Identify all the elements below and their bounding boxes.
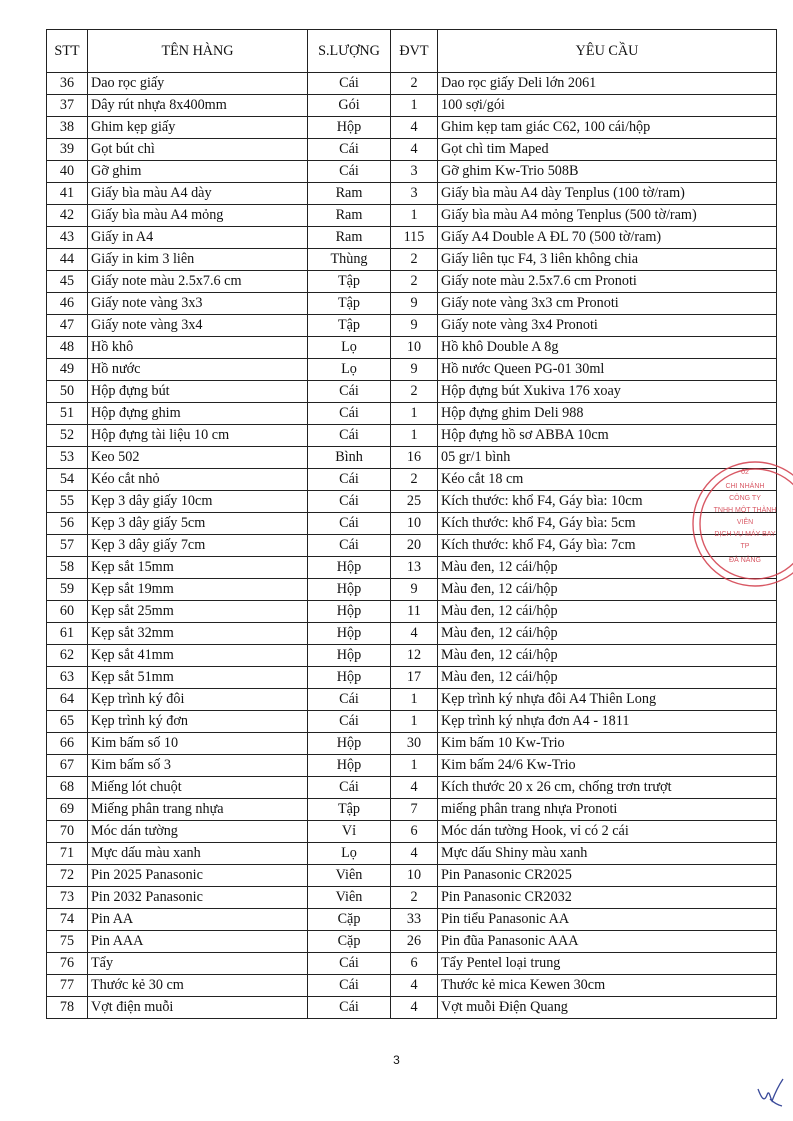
table-row bbox=[47, 271, 777, 293]
row-quantity: 2 bbox=[391, 469, 438, 491]
row-requirement: Kích thước: khổ F4, Gáy bìa: 7cm bbox=[438, 535, 777, 557]
row-requirement: Giấy bìa màu A4 mỏng Tenplus (500 tờ/ram) bbox=[438, 205, 777, 227]
row-stt: 52 bbox=[47, 425, 88, 447]
table-row bbox=[47, 645, 777, 667]
row-requirement: Kéo cắt 18 cm bbox=[438, 469, 777, 491]
row-quantity: 4 bbox=[391, 843, 438, 865]
row-requirement: miếng phân trang nhựa Pronoti bbox=[438, 799, 777, 821]
row-unit: Cái bbox=[308, 953, 391, 975]
row-requirement: Vợt muỗi Điện Quang bbox=[438, 997, 777, 1019]
row-quantity: 9 bbox=[391, 359, 438, 381]
row-item-name: Hồ nước bbox=[88, 359, 308, 381]
row-stt: 71 bbox=[47, 843, 88, 865]
row-quantity: 3 bbox=[391, 161, 438, 183]
table-row bbox=[47, 513, 777, 535]
row-requirement: Dao rọc giấy Deli lớn 2061 bbox=[438, 73, 777, 95]
table-row bbox=[47, 535, 777, 557]
row-unit: Tập bbox=[308, 271, 391, 293]
row-unit: Tập bbox=[308, 799, 391, 821]
row-item-name: Kẹp sắt 41mm bbox=[88, 645, 308, 667]
row-unit: Bình bbox=[308, 447, 391, 469]
table-row bbox=[47, 623, 777, 645]
row-requirement: Kích thước 20 x 26 cm, chống trơn trượt bbox=[438, 777, 777, 799]
row-stt: 54 bbox=[47, 469, 88, 491]
row-item-name: Dây rút nhựa 8x400mm bbox=[88, 95, 308, 117]
header-unit: ĐVT bbox=[391, 30, 438, 73]
row-stt: 75 bbox=[47, 931, 88, 953]
row-unit: Hộp bbox=[308, 557, 391, 579]
row-item-name: Kẹp 3 dây giấy 10cm bbox=[88, 491, 308, 513]
table-row bbox=[47, 821, 777, 843]
row-item-name: Giấy in A4 bbox=[88, 227, 308, 249]
table-row bbox=[47, 689, 777, 711]
table-row bbox=[47, 337, 777, 359]
row-unit: Hộp bbox=[308, 733, 391, 755]
row-item-name: Giấy note vàng 3x3 bbox=[88, 293, 308, 315]
row-requirement: Giấy A4 Double A ĐL 70 (500 tờ/ram) bbox=[438, 227, 777, 249]
row-stt: 43 bbox=[47, 227, 88, 249]
row-requirement: Hộp đựng hồ sơ ABBA 10cm bbox=[438, 425, 777, 447]
row-item-name: Hộp đựng tài liệu 10 cm bbox=[88, 425, 308, 447]
row-quantity: 115 bbox=[391, 227, 438, 249]
row-unit: Hộp bbox=[308, 667, 391, 689]
row-requirement: Kích thước: khổ F4, Gáy bìa: 5cm bbox=[438, 513, 777, 535]
row-stt: 65 bbox=[47, 711, 88, 733]
row-requirement: Kim bấm 24/6 Kw-Trio bbox=[438, 755, 777, 777]
row-stt: 58 bbox=[47, 557, 88, 579]
row-stt: 37 bbox=[47, 95, 88, 117]
row-item-name: Keo 502 bbox=[88, 447, 308, 469]
row-unit: Viên bbox=[308, 887, 391, 909]
row-requirement: Giấy note màu 2.5x7.6 cm Pronoti bbox=[438, 271, 777, 293]
row-unit: Tập bbox=[308, 293, 391, 315]
seal-line: TP bbox=[740, 543, 750, 550]
row-quantity: 30 bbox=[391, 733, 438, 755]
row-unit: Ram bbox=[308, 227, 391, 249]
seal-line: CHI NHÁNH bbox=[725, 483, 765, 490]
row-unit: Cái bbox=[308, 535, 391, 557]
row-item-name: Tẩy bbox=[88, 953, 308, 975]
table-row bbox=[47, 161, 777, 183]
row-item-name: Hộp đựng bút bbox=[88, 381, 308, 403]
row-item-name: Dao rọc giấy bbox=[88, 73, 308, 95]
row-quantity: 6 bbox=[391, 821, 438, 843]
row-quantity: 20 bbox=[391, 535, 438, 557]
supplies-table bbox=[46, 29, 777, 1019]
row-quantity: 1 bbox=[391, 689, 438, 711]
row-item-name: Kẹp sắt 15mm bbox=[88, 557, 308, 579]
row-item-name: Kẹp trình ký đơn bbox=[88, 711, 308, 733]
row-quantity: 6 bbox=[391, 953, 438, 975]
row-requirement: Giấy liên tục F4, 3 liên không chia bbox=[438, 249, 777, 271]
table-row bbox=[47, 315, 777, 337]
row-item-name: Kéo cắt nhỏ bbox=[88, 469, 308, 491]
table-row bbox=[47, 579, 777, 601]
row-item-name: Kim bấm số 10 bbox=[88, 733, 308, 755]
row-stt: 42 bbox=[47, 205, 88, 227]
row-requirement: 100 sợi/gói bbox=[438, 95, 777, 117]
row-requirement: Màu đen, 12 cái/hộp bbox=[438, 667, 777, 689]
row-item-name: Kim bấm số 3 bbox=[88, 755, 308, 777]
table-row bbox=[47, 117, 777, 139]
row-quantity: 4 bbox=[391, 997, 438, 1019]
row-requirement: Gọt chì tim Maped bbox=[438, 139, 777, 161]
row-item-name: Móc dán tường bbox=[88, 821, 308, 843]
row-stt: 68 bbox=[47, 777, 88, 799]
row-unit: Hộp bbox=[308, 117, 391, 139]
row-requirement: Thước kẻ mica Kewen 30cm bbox=[438, 975, 777, 997]
row-stt: 67 bbox=[47, 755, 88, 777]
row-unit: Cái bbox=[308, 161, 391, 183]
row-unit: Lọ bbox=[308, 843, 391, 865]
row-unit: Hộp bbox=[308, 579, 391, 601]
row-requirement: Giấy bìa màu A4 dày Tenplus (100 tờ/ram) bbox=[438, 183, 777, 205]
row-stt: 48 bbox=[47, 337, 88, 359]
row-quantity: 10 bbox=[391, 865, 438, 887]
row-stt: 55 bbox=[47, 491, 88, 513]
row-quantity: 1 bbox=[391, 403, 438, 425]
row-stt: 72 bbox=[47, 865, 88, 887]
seal-line: VIÊN bbox=[736, 519, 754, 526]
row-item-name: Pin AAA bbox=[88, 931, 308, 953]
table-row bbox=[47, 447, 777, 469]
header-stt: STT bbox=[47, 30, 88, 73]
row-item-name: Hộp đựng ghim bbox=[88, 403, 308, 425]
row-item-name: Pin 2025 Panasonic bbox=[88, 865, 308, 887]
row-item-name: Gỡ ghim bbox=[88, 161, 308, 183]
row-unit: Ram bbox=[308, 205, 391, 227]
table-row bbox=[47, 953, 777, 975]
table-row bbox=[47, 799, 777, 821]
table-row bbox=[47, 667, 777, 689]
row-requirement: Kích thước: khổ F4, Gáy bìa: 10cm bbox=[438, 491, 777, 513]
row-unit: Gói bbox=[308, 95, 391, 117]
row-item-name: Giấy bìa màu A4 dày bbox=[88, 183, 308, 205]
row-quantity: 3 bbox=[391, 183, 438, 205]
table-row bbox=[47, 249, 777, 271]
row-requirement: Pin tiểu Panasonic AA bbox=[438, 909, 777, 931]
row-requirement: Giấy note vàng 3x3 cm Pronoti bbox=[438, 293, 777, 315]
row-quantity: 4 bbox=[391, 975, 438, 997]
row-stt: 60 bbox=[47, 601, 88, 623]
page-number: 3 bbox=[393, 1053, 400, 1067]
row-requirement: Màu đen, 12 cái/hộp bbox=[438, 623, 777, 645]
row-item-name: Vợt điện muỗi bbox=[88, 997, 308, 1019]
seal-line: CÔNG TY bbox=[729, 495, 761, 502]
table-row bbox=[47, 73, 777, 95]
row-requirement: Ghim kẹp tam giác C62, 100 cái/hộp bbox=[438, 117, 777, 139]
row-stt: 49 bbox=[47, 359, 88, 381]
row-stt: 66 bbox=[47, 733, 88, 755]
row-requirement: Pin Panasonic CR2025 bbox=[438, 865, 777, 887]
row-item-name: Giấy bìa màu A4 mỏng bbox=[88, 205, 308, 227]
row-unit: Ram bbox=[308, 183, 391, 205]
row-quantity: 26 bbox=[391, 931, 438, 953]
row-quantity: 2 bbox=[391, 381, 438, 403]
row-unit: Cái bbox=[308, 73, 391, 95]
seal-line: ĐÀ NẴNG bbox=[729, 557, 761, 564]
row-quantity: 9 bbox=[391, 315, 438, 337]
row-stt: 56 bbox=[47, 513, 88, 535]
row-unit: Hộp bbox=[308, 645, 391, 667]
table-row bbox=[47, 931, 777, 953]
row-requirement: Màu đen, 12 cái/hộp bbox=[438, 557, 777, 579]
row-quantity: 2 bbox=[391, 73, 438, 95]
row-item-name: Miếng phân trang nhựa bbox=[88, 799, 308, 821]
row-requirement: Kẹp trình ký nhựa đôi A4 Thiên Long bbox=[438, 689, 777, 711]
row-quantity: 4 bbox=[391, 777, 438, 799]
table-row bbox=[47, 975, 777, 997]
row-unit: Tập bbox=[308, 315, 391, 337]
table-row bbox=[47, 865, 777, 887]
row-stt: 47 bbox=[47, 315, 88, 337]
table-row bbox=[47, 601, 777, 623]
row-quantity: 1 bbox=[391, 711, 438, 733]
row-quantity: 12 bbox=[391, 645, 438, 667]
row-stt: 38 bbox=[47, 117, 88, 139]
row-unit: Hộp bbox=[308, 755, 391, 777]
row-unit: Cái bbox=[308, 997, 391, 1019]
row-item-name: Ghim kẹp giấy bbox=[88, 117, 308, 139]
row-stt: 50 bbox=[47, 381, 88, 403]
row-unit: Lọ bbox=[308, 359, 391, 381]
row-stt: 51 bbox=[47, 403, 88, 425]
table-row bbox=[47, 403, 777, 425]
row-quantity: 2 bbox=[391, 271, 438, 293]
row-stt: 46 bbox=[47, 293, 88, 315]
row-stt: 41 bbox=[47, 183, 88, 205]
row-quantity: 4 bbox=[391, 117, 438, 139]
table-row bbox=[47, 843, 777, 865]
row-item-name: Kẹp trình ký đôi bbox=[88, 689, 308, 711]
row-stt: 57 bbox=[47, 535, 88, 557]
row-quantity: 33 bbox=[391, 909, 438, 931]
table-row bbox=[47, 887, 777, 909]
row-unit: Cái bbox=[308, 777, 391, 799]
row-stt: 39 bbox=[47, 139, 88, 161]
row-stt: 45 bbox=[47, 271, 88, 293]
table-row bbox=[47, 711, 777, 733]
row-requirement: Hộp đựng ghim Deli 988 bbox=[438, 403, 777, 425]
row-unit: Vỉ bbox=[308, 821, 391, 843]
row-requirement: 05 gr/1 bình bbox=[438, 447, 777, 469]
row-unit: Cái bbox=[308, 469, 391, 491]
row-requirement: Hồ nước Queen PG-01 30ml bbox=[438, 359, 777, 381]
row-quantity: 13 bbox=[391, 557, 438, 579]
row-unit: Hộp bbox=[308, 601, 391, 623]
row-unit: Cặp bbox=[308, 909, 391, 931]
row-requirement: Màu đen, 12 cái/hộp bbox=[438, 579, 777, 601]
row-requirement: Kẹp trình ký nhựa đơn A4 - 1811 bbox=[438, 711, 777, 733]
row-stt: 44 bbox=[47, 249, 88, 271]
row-unit: Viên bbox=[308, 865, 391, 887]
table-row bbox=[47, 95, 777, 117]
row-unit: Cái bbox=[308, 381, 391, 403]
table-row bbox=[47, 227, 777, 249]
row-stt: 62 bbox=[47, 645, 88, 667]
row-quantity: 17 bbox=[391, 667, 438, 689]
table-row bbox=[47, 997, 777, 1019]
table-row bbox=[47, 293, 777, 315]
row-item-name: Thước kẻ 30 cm bbox=[88, 975, 308, 997]
row-stt: 63 bbox=[47, 667, 88, 689]
row-quantity: 2 bbox=[391, 887, 438, 909]
row-unit: Cái bbox=[308, 491, 391, 513]
row-requirement: Màu đen, 12 cái/hộp bbox=[438, 645, 777, 667]
row-item-name: Giấy note vàng 3x4 bbox=[88, 315, 308, 337]
row-unit: Lọ bbox=[308, 337, 391, 359]
row-stt: 61 bbox=[47, 623, 88, 645]
table-row bbox=[47, 755, 777, 777]
row-unit: Thùng bbox=[308, 249, 391, 271]
seal-line: TNHH MỘT THÀNH bbox=[713, 507, 777, 514]
row-quantity: 9 bbox=[391, 579, 438, 601]
table-row bbox=[47, 381, 777, 403]
row-item-name: Kẹp sắt 19mm bbox=[88, 579, 308, 601]
row-requirement: Hộp đựng bút Xukiva 176 xoay bbox=[438, 381, 777, 403]
header-name: TÊN HÀNG bbox=[88, 30, 308, 73]
row-quantity: 1 bbox=[391, 755, 438, 777]
row-stt: 73 bbox=[47, 887, 88, 909]
table-header bbox=[47, 30, 777, 73]
row-unit: Cái bbox=[308, 403, 391, 425]
row-unit: Hộp bbox=[308, 623, 391, 645]
table-body bbox=[47, 73, 777, 1019]
row-quantity: 1 bbox=[391, 425, 438, 447]
row-stt: 74 bbox=[47, 909, 88, 931]
row-item-name: Kẹp 3 dây giấy 5cm bbox=[88, 513, 308, 535]
row-quantity: 1 bbox=[391, 205, 438, 227]
row-item-name: Pin 2032 Panasonic bbox=[88, 887, 308, 909]
table-row bbox=[47, 139, 777, 161]
row-stt: 76 bbox=[47, 953, 88, 975]
row-item-name: Pin AA bbox=[88, 909, 308, 931]
row-item-name: Hồ khô bbox=[88, 337, 308, 359]
row-quantity: 4 bbox=[391, 139, 438, 161]
row-requirement: Mực dấu Shiny màu xanh bbox=[438, 843, 777, 865]
row-item-name: Kẹp sắt 51mm bbox=[88, 667, 308, 689]
table-row bbox=[47, 777, 777, 799]
row-stt: 77 bbox=[47, 975, 88, 997]
row-requirement: Gỡ ghim Kw-Trio 508B bbox=[438, 161, 777, 183]
row-requirement: Pin Panasonic CR2032 bbox=[438, 887, 777, 909]
row-stt: 69 bbox=[47, 799, 88, 821]
row-requirement: Tẩy Pentel loại trung bbox=[438, 953, 777, 975]
row-stt: 64 bbox=[47, 689, 88, 711]
row-quantity: 9 bbox=[391, 293, 438, 315]
table-row bbox=[47, 491, 777, 513]
header-requirement: YÊU CẦU bbox=[438, 30, 777, 73]
row-requirement: Giấy note vàng 3x4 Pronoti bbox=[438, 315, 777, 337]
row-stt: 70 bbox=[47, 821, 88, 843]
row-unit: Cái bbox=[308, 513, 391, 535]
table-row bbox=[47, 183, 777, 205]
row-item-name: Miếng lót chuột bbox=[88, 777, 308, 799]
row-quantity: 4 bbox=[391, 623, 438, 645]
row-quantity: 25 bbox=[391, 491, 438, 513]
header-quantity: S.LƯỢNG bbox=[308, 30, 391, 73]
row-item-name: Giấy in kim 3 liên bbox=[88, 249, 308, 271]
row-quantity: 1 bbox=[391, 95, 438, 117]
row-item-name: Mực dấu màu xanh bbox=[88, 843, 308, 865]
row-stt: 53 bbox=[47, 447, 88, 469]
row-unit: Cái bbox=[308, 425, 391, 447]
row-item-name: Kẹp sắt 25mm bbox=[88, 601, 308, 623]
row-stt: 36 bbox=[47, 73, 88, 95]
row-requirement: Pin đũa Panasonic AAA bbox=[438, 931, 777, 953]
row-quantity: 10 bbox=[391, 513, 438, 535]
row-stt: 59 bbox=[47, 579, 88, 601]
row-item-name: Kẹp sắt 32mm bbox=[88, 623, 308, 645]
row-item-name: Giấy note màu 2.5x7.6 cm bbox=[88, 271, 308, 293]
row-quantity: 7 bbox=[391, 799, 438, 821]
table-row bbox=[47, 469, 777, 491]
table-row bbox=[47, 909, 777, 931]
row-quantity: 2 bbox=[391, 249, 438, 271]
row-requirement: Móc dán tường Hook, vỉ có 2 cái bbox=[438, 821, 777, 843]
row-unit: Cái bbox=[308, 975, 391, 997]
row-unit: Cái bbox=[308, 689, 391, 711]
row-stt: 40 bbox=[47, 161, 88, 183]
row-quantity: 10 bbox=[391, 337, 438, 359]
row-unit: Cái bbox=[308, 711, 391, 733]
signature bbox=[752, 1075, 788, 1111]
seal-line: 02 bbox=[741, 469, 749, 476]
row-requirement: Màu đen, 12 cái/hộp bbox=[438, 601, 777, 623]
row-quantity: 11 bbox=[391, 601, 438, 623]
table-row bbox=[47, 557, 777, 579]
row-unit: Cặp bbox=[308, 931, 391, 953]
row-requirement: Kim bấm 10 Kw-Trio bbox=[438, 733, 777, 755]
row-stt: 78 bbox=[47, 997, 88, 1019]
row-unit: Cái bbox=[308, 139, 391, 161]
table-row bbox=[47, 205, 777, 227]
table-row bbox=[47, 359, 777, 381]
row-quantity: 16 bbox=[391, 447, 438, 469]
table-row bbox=[47, 733, 777, 755]
table-row bbox=[47, 425, 777, 447]
seal-line: DỊCH VỤ MÁY BAY bbox=[714, 531, 776, 538]
row-requirement: Hồ khô Double A 8g bbox=[438, 337, 777, 359]
row-item-name: Kẹp 3 dây giấy 7cm bbox=[88, 535, 308, 557]
row-item-name: Gọt bút chì bbox=[88, 139, 308, 161]
